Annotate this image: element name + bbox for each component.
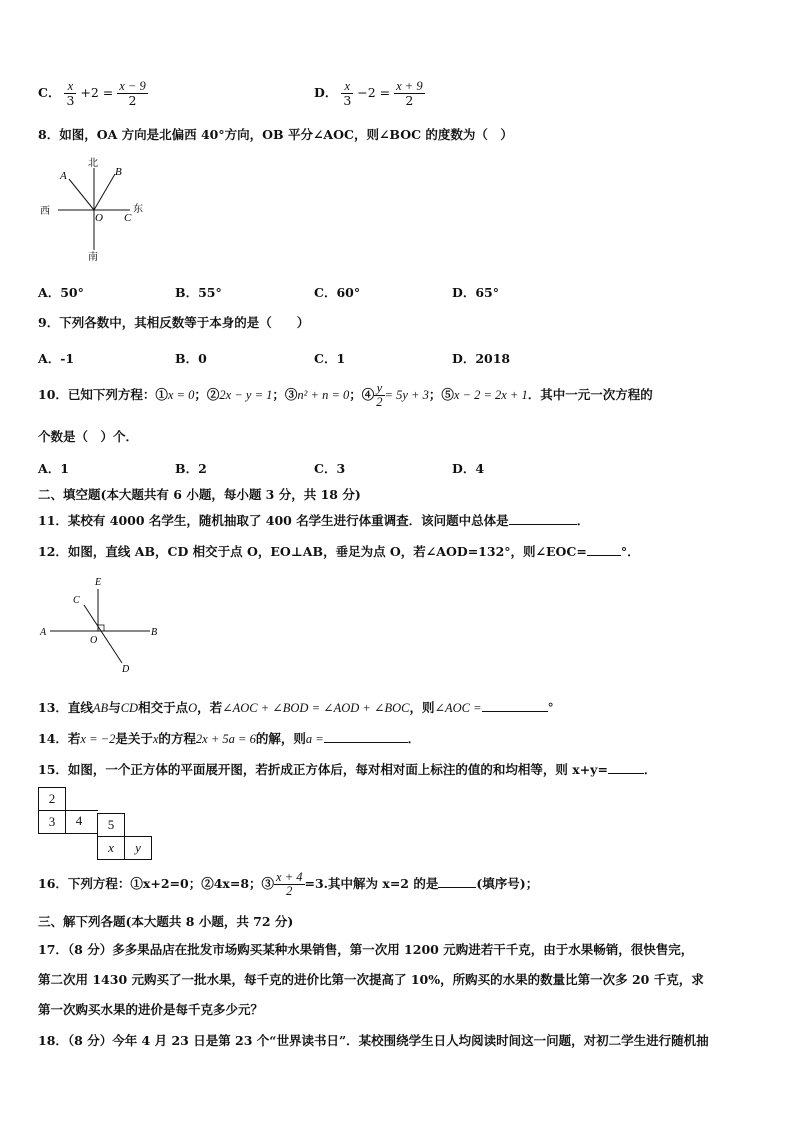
q9-option-b: B．0: [175, 351, 207, 366]
net-cell: 5: [97, 813, 125, 837]
q15-cube-net: [38, 787, 158, 867]
q9-option-d: D．2018: [452, 351, 511, 366]
point-b-label: B: [115, 166, 122, 178]
q7-option-c: [38, 80, 148, 107]
answer-blank: [324, 730, 408, 743]
point-c-label: C: [124, 212, 132, 224]
q17-line-3: 第一次购买水果的进价是每千克多少元？: [38, 1002, 264, 1017]
q9-stem: 9．下列各数中，其相反数等于本身的是（ ）: [38, 315, 310, 330]
fraction: $\frac{y}{2}$: [376, 381, 383, 409]
point-a-label: A: [60, 170, 67, 182]
q10-stem-line2: 个数是（ ）个．: [38, 429, 139, 444]
q8-option-a: A．50°: [38, 285, 84, 300]
q12-stem: 12．如图，直线 AB，CD 相交于点 O，EO⊥AB，垂足为点 O，若∠AOD=132°，则∠EOC= °．: [38, 544, 640, 559]
q8-option-d: D．65°: [452, 285, 499, 300]
net-cell: 3: [38, 810, 66, 834]
q8-compass-figure: [38, 152, 158, 264]
net-cell: x: [97, 836, 125, 860]
math-text: +2 =: [80, 85, 114, 100]
answer-blank: [587, 543, 621, 556]
answer-blank: [509, 512, 577, 525]
section-2-heading: 二、填空题(本大题共有 6 小题，每小题 3 分，共 18 分): [38, 487, 361, 502]
option-label: C．: [38, 85, 61, 100]
fraction: $\frac{x}{3}$: [343, 79, 352, 108]
q9-option-a: A．-1: [38, 351, 75, 366]
point-e-label: E: [95, 577, 102, 588]
q8-stem: 8．如图，OA 方向是北偏西 40°方向，OB 平分∠AOC，则∠BOC 的度数为（ ）: [38, 127, 513, 142]
answer-blank: [482, 699, 548, 712]
q17-line-1: 17．（8 分）多多果品店在批发市场购买某种水果销售，第一次用 1200 元购进若干千克，由于水果畅销，很快售完，: [38, 942, 694, 957]
q12-lines-figure: [38, 573, 168, 678]
south-label: 南: [88, 252, 98, 263]
q14-stem: 14．若x = −2是关于x的方程2x + 5a = 6的解，则a = ．: [38, 731, 421, 746]
north-label: 北: [88, 158, 98, 169]
fraction: $\frac{x - 9}{2}$: [119, 79, 146, 108]
answer-blank: [438, 875, 476, 888]
q8-option-b: B．55°: [175, 285, 222, 300]
q17-line-2: 第二次用 1430 元购买了一批水果，每千克的进价比第一次提高了 10%，所购买的水果的数量比第一次多 20 千克，求: [38, 972, 704, 987]
net-cell: 4: [75, 813, 83, 828]
q7-option-d: [314, 80, 425, 107]
option-label: D．: [314, 85, 338, 100]
q8-option-c: C．60°: [314, 285, 361, 300]
q11-stem: 11．某校有 4000 名学生，随机抽取了 400 名学生进行体重调查．该问题中总体是 ．: [38, 513, 590, 528]
answer-blank: [608, 761, 644, 774]
q13-stem: 13．直线AB与CD相交于点O，若∠AOC + ∠BOD = ∠AOD + ∠BOC，则∠AOC = °: [38, 700, 554, 715]
point-b-label: B: [151, 627, 158, 638]
east-label: 东: [133, 204, 143, 215]
point-o-label: O: [95, 212, 103, 224]
q15-stem: 15．如图，一个正方体的平面展开图，若折成正方体后，每对相对面上标注的值的和均相等，则 x+y= ．: [38, 762, 657, 777]
point-o-label: O: [90, 635, 98, 646]
point-d-label: D: [122, 664, 130, 675]
q10-stem: 10．已知下列方程：①x = 0；②2x − y = 1；③n² + n = 0；④ $\frac{y}{2}$ = 5y + 3；⑤x − 2 = 2x + 1．其中一元一次方程的: [38, 381, 653, 409]
fraction: $\frac{x + 9}{2}$: [396, 79, 423, 108]
west-label: 西: [40, 206, 50, 217]
fraction: $\frac{x + 4}{2}$: [276, 870, 303, 898]
q10-option-d: D．4: [452, 461, 485, 476]
q10-option-b: B．2: [175, 461, 207, 476]
fraction: $\frac{x}{3}$: [66, 79, 75, 108]
q9-option-c: C．1: [314, 351, 346, 366]
point-a-label: A: [40, 627, 47, 638]
q18-line-1: 18．（8 分）今年 4 月 23 日是第 23 个“世界读书日”．某校围绕学生日人均阅读时间这一问题，对初二学生进行随机抽: [38, 1033, 709, 1048]
q10-option-a: A．1: [38, 461, 69, 476]
point-c-label: C: [73, 595, 80, 606]
section-3-heading: 三、解下列各题(本大题共 8 小题，共 72 分): [38, 914, 294, 929]
net-cell: 2: [38, 787, 66, 811]
math-text: −2 =: [357, 85, 391, 100]
net-cell: y: [124, 836, 152, 860]
q10-option-c: C．3: [314, 461, 346, 476]
q16-stem: 16．下列方程：①x+2=0；②4x=8；③ $\frac{x + 4}{2}$ =3.其中解为 x=2 的是 (填序号)；: [38, 870, 539, 898]
